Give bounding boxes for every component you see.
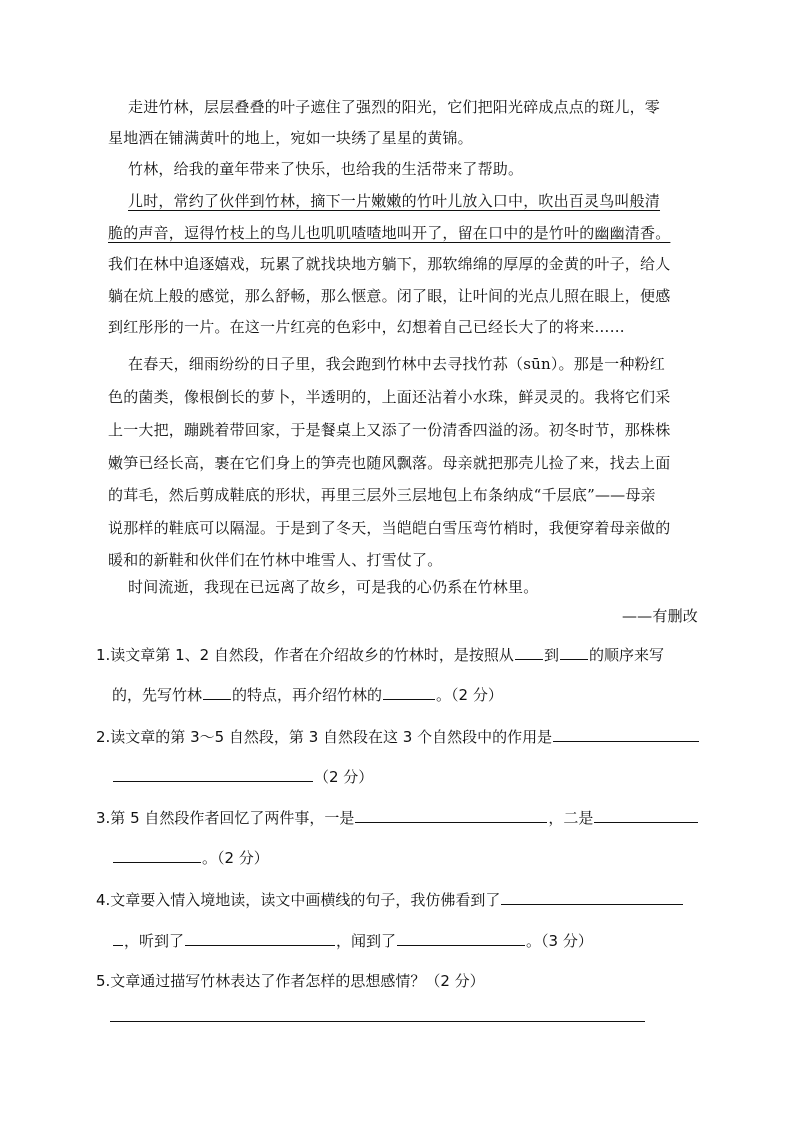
question-4-cont <box>112 929 716 952</box>
passage-line: 我们在林中追逐嬉戏，玩累了就找块地方躺下，那软绵绵的厚厚的金黄的叶子，给人 <box>108 255 671 273</box>
question-text: 1.读文章第 1、2 自然段，作者在介绍故乡的竹林时，是按照从 <box>96 646 514 664</box>
question-2-cont <box>112 765 716 788</box>
passage-line: 在春天，细雨纷纷的日子里，我会跑到竹林中去寻找竹荪（sūn）。那是一种粉红 <box>128 355 665 373</box>
question-text: 的顺序来写 <box>588 646 664 664</box>
passage-line: 暖和的新鞋和伙伴们在竹林中堆雪人、打雪仗了。 <box>108 551 443 569</box>
question-5: 5.文章通过描写竹林表达了作者怎样的思想感情？（2 分） <box>96 972 485 990</box>
question-4 <box>96 888 700 911</box>
question-score: 。（2 分） <box>202 849 269 867</box>
question-3-cont <box>112 846 716 869</box>
passage-line: 竹林，给我的童年带来了快乐，也给我的生活带来了帮助。 <box>128 160 524 178</box>
answer-blank[interactable] <box>203 683 231 700</box>
question-text: 的，先写竹林 <box>112 686 203 704</box>
question-2 <box>96 725 700 748</box>
answer-blank[interactable] <box>113 765 313 782</box>
answer-blank[interactable] <box>594 806 698 823</box>
question-text: 。（2 分） <box>436 686 503 704</box>
underlined-sentence: 儿时，常约了伙伴到竹林，摘下一片嫩嫩的竹叶儿放入口中，吹出百灵鸟叫般清 <box>128 192 661 210</box>
question-1 <box>96 643 700 666</box>
question-text: 的特点，再介绍竹林的 <box>232 686 383 704</box>
passage-line: 的茸毛，然后剪成鞋底的形状，再里三层外三层地包上布条纳成“千层底”——母亲 <box>108 486 656 504</box>
passage-line: 星地洒在铺满黄叶的地上，宛如一块绣了星星的黄锦。 <box>108 129 473 147</box>
question-text: ，闻到了 <box>336 932 397 950</box>
passage-line: 嫩笋已经长高，裹在它们身上的笋壳也随风飘落。母亲就把那壳儿捡了来，找去上面 <box>108 454 671 472</box>
answer-blank[interactable] <box>553 725 699 742</box>
question-1-cont <box>112 683 716 706</box>
question-text: ，二是 <box>548 809 594 827</box>
answer-blank[interactable] <box>560 643 588 660</box>
question-text: 到 <box>543 646 559 664</box>
passage-line: 到红彤彤的一片。在这一片红亮的色彩中，幻想着自己已经长大了的将来…… <box>108 318 625 336</box>
passage-line: 躺在炕上般的感觉，那么舒畅，那么惬意。闭了眼，让叶间的光点儿照在眼上，便感 <box>108 287 671 305</box>
underlined-sentence: 脆的声音，逗得竹枝上的鸟儿也叽叽喳喳地叫开了，留在口中的是竹叶的幽幽清香。 <box>108 224 671 242</box>
answer-blank[interactable] <box>113 929 123 946</box>
question-text: 4.文章要入情入境地读，读文中画横线的句子，我仿佛看到了 <box>96 891 501 909</box>
passage-line: 上一大把，蹦跳着带回家，于是餐桌上又添了一份清香四溢的汤。初冬时节，那株株 <box>108 421 671 439</box>
answer-blank[interactable] <box>113 846 201 863</box>
question-score: 。（3 分） <box>526 932 593 950</box>
question-text: 2.读文章的第 3～5 自然段，第 3 自然段在这 3 个自然段中的作用是 <box>96 728 553 746</box>
answer-line[interactable] <box>110 1021 645 1022</box>
passage-line: 时间流逝，我现在已远离了故乡，可是我的心仍系在竹林里。 <box>128 578 539 596</box>
question-3 <box>96 806 700 829</box>
question-text: ，听到了 <box>124 932 185 950</box>
passage-line: 色的菌类，像根倒长的萝卜，半透明的，上面还沾着小水珠，鲜灵灵的。我将它们采 <box>108 388 671 406</box>
passage-line: 走进竹林，层层叠叠的叶子遮住了强烈的阳光，它们把阳光碎成点点的斑儿，零 <box>128 98 661 116</box>
source-note: ——有删改 <box>621 607 698 625</box>
passage-line: 说那样的鞋底可以隔湿。于是到了冬天，当皑皑白雪压弯竹梢时，我便穿着母亲做的 <box>108 519 671 537</box>
answer-blank[interactable] <box>515 643 543 660</box>
answer-blank[interactable] <box>185 929 335 946</box>
question-text: 3.第 5 自然段作者回忆了两件事，一是 <box>96 809 355 827</box>
answer-blank[interactable] <box>501 888 683 905</box>
answer-blank[interactable] <box>383 683 435 700</box>
answer-blank[interactable] <box>397 929 525 946</box>
question-score: （2 分） <box>314 768 374 786</box>
answer-blank[interactable] <box>355 806 547 823</box>
